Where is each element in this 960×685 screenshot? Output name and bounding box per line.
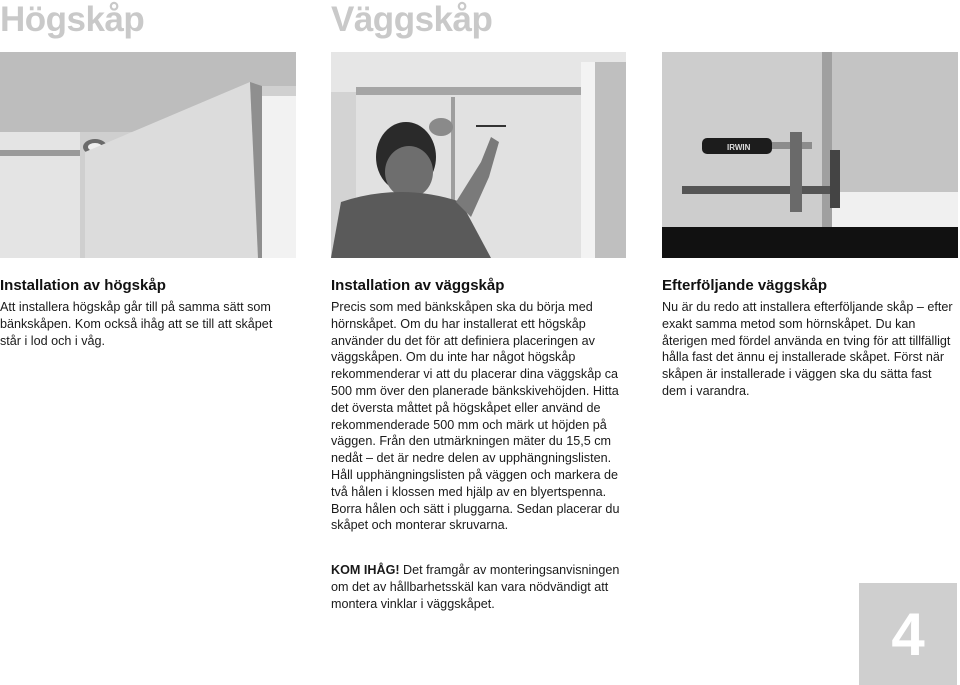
clamp-brand-label: IRWIN: [727, 143, 751, 152]
section-title: Efterföljande väggskåp: [662, 277, 828, 294]
clamp-holding-cabinets-photo: [662, 52, 958, 258]
section-body: Nu är du redo att installera efterföljande skåp – efter exakt samma metod som hörnskåpet. Du kan återigen med fördel använda en tving för att tillfälligt hålla fast det ännu ej installerade skåpet. Först när skåpen är installerade i väggen ska du sätta fast dem i varandra.: [662, 300, 953, 398]
page-number-box: [859, 583, 957, 685]
section-body: Att installera högskåp går till på samma sätt som bänkskåpen. Kom också ihåg att se till att skåpet står i lod och i våg.: [0, 300, 273, 348]
remember-note: [331, 562, 626, 612]
tall-cabinet-corner-photo: [0, 52, 296, 258]
section-efterfoljande: [662, 276, 954, 400]
section-body: Precis som med bänkskåpen ska du börja med hörnskåpet. Om du har installerat ett högskåp använder du det för att definiera placeringen av väggskåpen. Om du inte har något högskåp rekommenderar vi att du placerar dina väggskåp ca 500 mm över den planerade bänkskivehöjden. Hitta det översta måttet på högskåpet eller använd de rekommenderade 500 mm och märk ut höjden på väggen. Från den utmärkningen mäter du 15,5 cm nedåt – det är nedre delen av upphängningslisten. Håll upphängningslisten på väggen och markera de två hålen i klossen med hjälp av en blyertspenna. Borra hålen och sätt i pluggarna. Sedan placerar du skåpet och monterar skruvarna.: [331, 300, 620, 533]
page-number: 4: [891, 600, 925, 668]
section-hogskap: [0, 276, 290, 349]
heading-vaggskap: Väggskåp: [331, 0, 493, 39]
man-marking-wall-photo: [331, 52, 626, 258]
section-title: Installation av väggskåp: [331, 277, 505, 294]
note-label: KOM IHÅG!: [331, 563, 400, 577]
section-vaggskap: [331, 276, 621, 534]
heading-hogskap: Högskåp: [0, 0, 145, 39]
note-text: Det framgår av monteringsanvisningen om det av hållbarhetsskäl kan vara nödvändigt att montera vinklar i väggskåpet.: [331, 563, 620, 611]
section-title: Installation av högskåp: [0, 277, 166, 294]
